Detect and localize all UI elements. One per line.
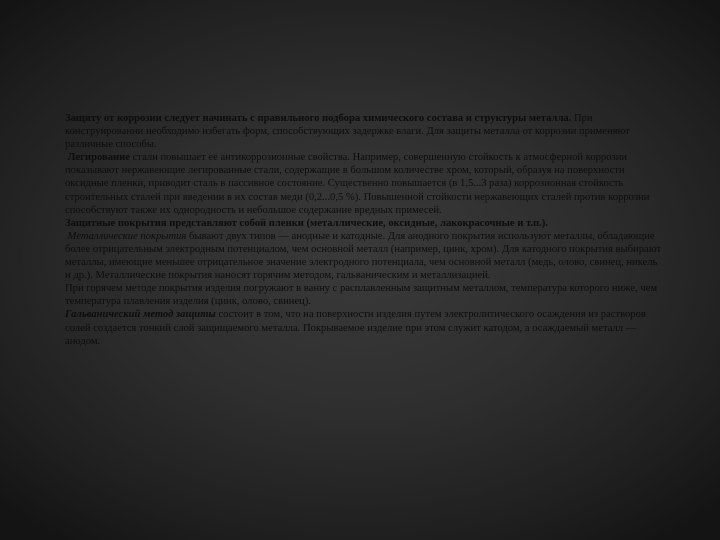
paragraph-hot-method xyxy=(65,282,665,308)
paragraph-alloying xyxy=(65,151,665,216)
bold-term-alloying: Легирование xyxy=(67,152,130,164)
bold-lead-text: Защиту от коррозии следует начинать с правильного подбора химического состава и структуры металла. xyxy=(65,113,572,124)
paragraph-metallic-coatings xyxy=(65,230,665,282)
paragraph-structure xyxy=(65,112,665,151)
paragraph-text: состоит в том, что на поверхности изделия путем электролитического осаждения из растворов солей создается тонкий слой защищаемого металла. Покрываемое изделие при этом служит катодом, а осаждаемый металл — анодом. xyxy=(65,309,646,347)
bold-italic-term-galvanic: Гальванический метод защиты xyxy=(65,309,216,321)
paragraph-text: бывают двух типов — анодные и катодные. Для анодного покрытия используют металлы, обладающие более отрицательным электродным потенциалом, чем основной металл (например, цинк, хром). Для катодного покрытия выбирают металлы, имеющие меньшее отрицательное значение электродного потенциала, чем основной металл (медь, олово, свинец, никель и др.). Металлические покрытия наносят горячим методом, гальваническим и металлизацией. xyxy=(65,230,662,282)
paragraph-galvanic-method xyxy=(65,308,665,347)
paragraph-text: стали повышает ее антикоррозионные свойства. Например, совершенную стойкость к атмосферной коррозии показывают нержавеющие легированные стали, содержащие в большом количестве хром, который, образуя на поверхности оксидные пленки, приводит сталь в пассивное состояние. Существенно повышается (в 1,5...3 раза) коррозионная стойкость строительных сталей при введении в их состав меди (0,2...0,5 %). Повышенной стойкости нержавеющих сталей против коррозии способствуют также их однородность и небольшое содержание вредных примесей. xyxy=(65,152,650,216)
slide-text-block xyxy=(65,112,665,348)
italic-term-metallic-coatings: Металлические покрытия xyxy=(67,230,187,242)
paragraph-text: При конструировании необходимо избегать форм, способствующих задержке влаги. Для защиты металла от коррозии применяют различные способы. xyxy=(65,113,630,151)
bold-paragraph-text: представляют собой пленки (металлические, оксидные, лакокрасочные и т.п.). xyxy=(166,217,548,229)
paragraph-protective-coatings xyxy=(65,217,665,230)
bold-term-protective-coatings: Защитные покрытия xyxy=(65,217,167,229)
paragraph-text: При горячем методе покрытия изделия погружают в ванну с расплавленным защитным металлом, температура которого ниже, чем температура плавления изделия (цинк, олово, свинец). xyxy=(65,283,658,308)
